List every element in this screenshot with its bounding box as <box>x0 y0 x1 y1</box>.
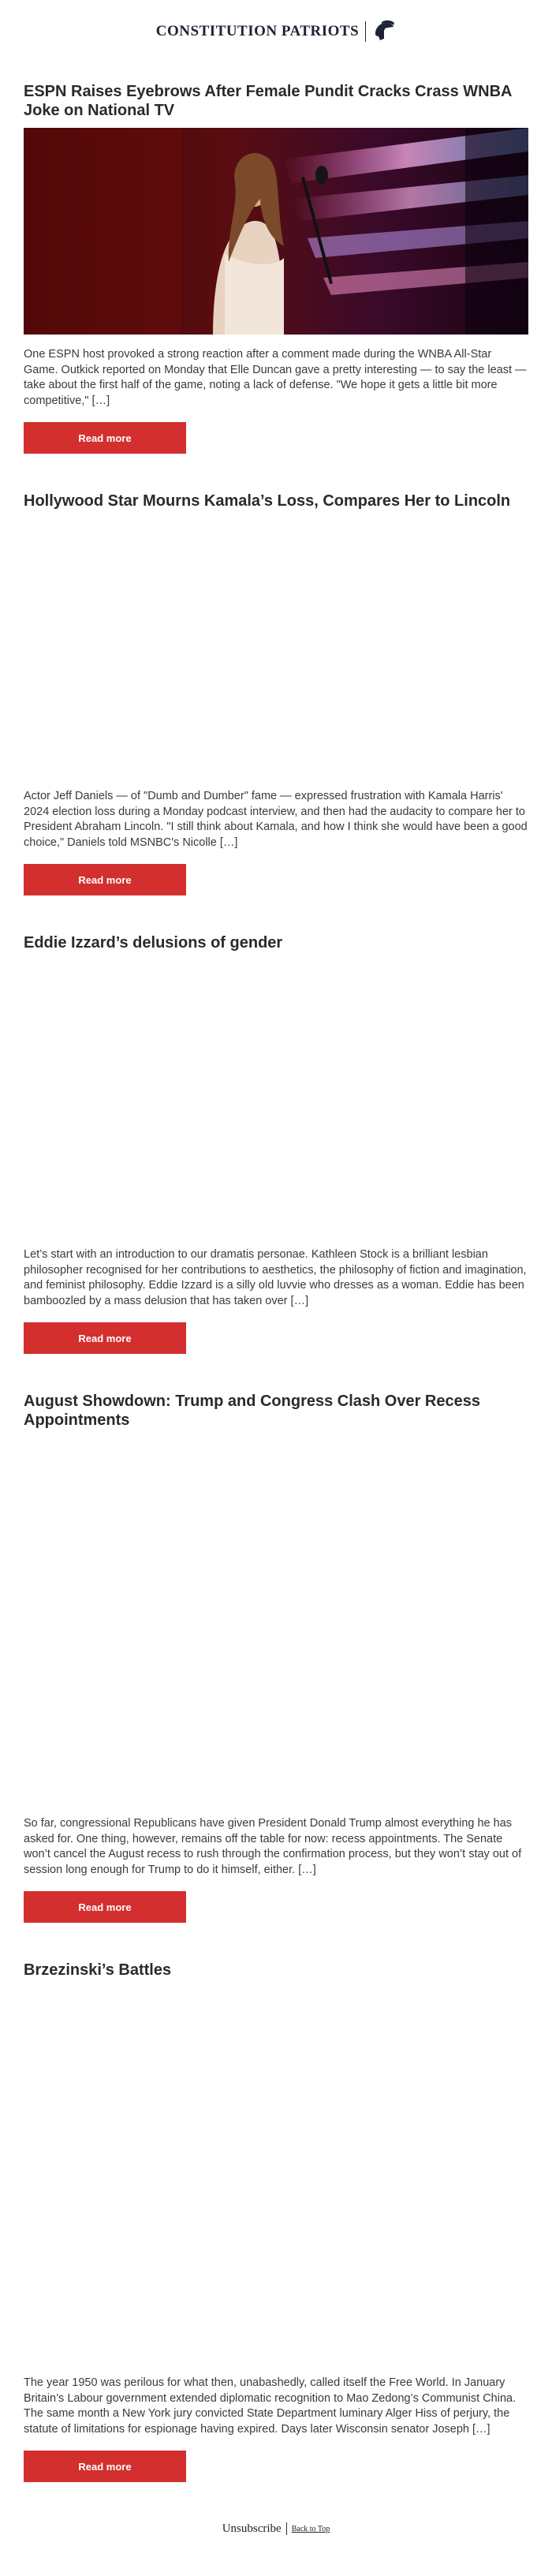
spartan-helmet-icon <box>372 20 396 43</box>
article-1 <box>24 82 528 454</box>
brand-divider <box>365 21 366 42</box>
article-title[interactable]: Eddie Izzard’s delusions of gender <box>24 934 283 952</box>
read-more-button[interactable]: Read more <box>24 2451 186 2482</box>
article-excerpt: One ESPN host provoked a strong reaction after a comment made during the WNBA All-Star Game. Outkick reported on Monday that Elle Duncan gave a pretty interesting — to say the least — take about the first half of the game, noting a lack of defense. "We hope it gets a little bit more competitive," […] <box>24 348 527 407</box>
article-image[interactable] <box>24 128 528 335</box>
article-title[interactable]: Brzezinski’s Battles <box>24 1961 172 1979</box>
article-image[interactable] <box>24 518 528 775</box>
article-3 <box>24 933 528 1354</box>
article-2 <box>24 492 528 895</box>
brand-name: CONSTITUTION PATRIOTS <box>155 23 360 39</box>
article-title[interactable]: Hollywood Star Mourns Kamala’s Loss, Compares Her to Lincoln <box>24 492 511 510</box>
article-image[interactable] <box>24 1438 528 1808</box>
article-image[interactable] <box>24 960 528 1239</box>
article-excerpt: Let’s start with an introduction to our dramatis personae. Kathleen Stock is a brilliant lesbian philosopher recognised for her contributions to aesthetics, the philosophy of fiction and imagination, and feminist philosophy. Eddie Izzard is a silly old luvvie who dresses as a woman. Eddie has been bamboozled by a mass delusion that has taken over […] <box>24 1248 527 1307</box>
read-more-button[interactable]: Read more <box>24 1891 186 1923</box>
footer-divider <box>286 2522 287 2535</box>
article-excerpt: The year 1950 was perilous for what then, unabashedly, called itself the Free World. In January Britain’s Labour government extended diplomatic recognition to Mao Zedong’s Communist China. The same month a New York jury convicted State Department luminary Alger Hiss of perjury, the statute of limitations for espionage having expired. Days later Wisconsin senator Joseph […] <box>24 2376 517 2436</box>
read-more-button[interactable]: Read more <box>24 864 186 895</box>
stage-photo <box>24 128 528 335</box>
article-4 <box>24 1392 528 1923</box>
article-excerpt: So far, congressional Republicans have given President Donald Trump almost everything he has asked for. One thing, however, remains off the table for now: recess appointments. The Senate won’t cancel the August recess to rush through the confirmation process, but they won’t stay out of session long enough for Trump to do it himself, either. […] <box>24 1817 522 1876</box>
article-5 <box>24 1961 528 2482</box>
unsubscribe-link[interactable]: Unsubscribe <box>222 2522 282 2535</box>
article-excerpt: Actor Jeff Daniels — of "Dumb and Dumber" fame — expressed frustration with Kamala Harris' 2024 election loss during a Monday podcast interview, and then had the audacity to compare her to President Abraham Lincoln. "I still think about Kamala, and how I think she would have been a good choice," Daniels told MSNBC's Nicolle […] <box>24 790 528 849</box>
read-more-button[interactable]: Read more <box>24 422 186 454</box>
footer <box>0 2513 552 2544</box>
article-image[interactable] <box>24 1987 528 2368</box>
header <box>0 0 552 63</box>
article-title[interactable]: ESPN Raises Eyebrows After Female Pundit Cracks Crass WNBA Joke on National TV <box>24 83 512 119</box>
article-title[interactable]: August Showdown: Trump and Congress Clash Over Recess Appointments <box>24 1393 480 1429</box>
back-to-top-link[interactable]: Back to Top <box>291 2524 330 2533</box>
read-more-button[interactable]: Read more <box>24 1322 186 1354</box>
brand-logo[interactable] <box>156 20 396 43</box>
